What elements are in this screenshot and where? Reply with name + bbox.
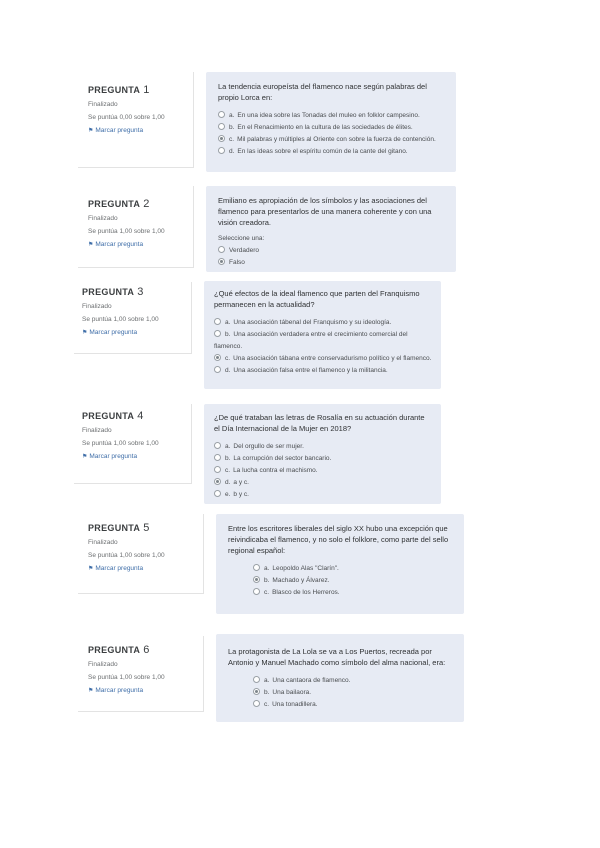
question-state: Finalizado [88,101,118,108]
flag-question-link[interactable]: ⚑ Marcar pregunta [88,241,144,248]
question-text: Emiliano es apropiación de los símbolos y las asociaciones del flamenco para presentarlos de una manera coherente y con una visión creadora. [218,196,432,227]
question-text: ¿Qué efectos de la ideal flamenco que parten del Franquismo permanecen en la actualidad? [214,289,420,309]
question-number: PREGUNTA 5 [88,522,150,534]
question-number: PREGUNTA 1 [88,84,150,96]
answer-option[interactable]: Falso [218,257,444,269]
radio-button[interactable] [253,700,260,707]
radio-button-selected[interactable] [218,135,225,142]
radio-button-selected[interactable] [214,478,221,485]
question-state: Finalizado [88,215,118,222]
question-content [204,404,441,504]
select-label: Seleccione una: [218,235,265,242]
question-grade: Se puntúa 1,00 sobre 1,00 [82,316,159,323]
radio-button[interactable] [214,454,221,461]
question-state: Finalizado [88,539,118,546]
question-number: PREGUNTA 3 [82,286,144,298]
answer-option[interactable]: a. Una asociación tábenal del Franquismo y su ideología. [214,317,431,329]
flag-icon: ⚑ [88,566,94,572]
answer-option[interactable]: a. Una cantaora de flamenco. [228,675,452,687]
radio-button[interactable] [214,366,221,373]
question-content [206,186,456,272]
question-content [216,634,464,722]
flag-icon: ⚑ [82,330,88,336]
question-info [74,282,192,354]
answer-option[interactable]: b. La corrupción del sector bancario. [214,453,431,465]
flag-question-link[interactable]: ⚑ Marcar pregunta [88,565,144,572]
question-info [78,514,204,594]
answer-option[interactable]: c. La lucha contra el machismo. [214,465,431,477]
flag-icon: ⚑ [82,454,88,460]
radio-button[interactable] [218,123,225,130]
question-grade: Se puntúa 1,00 sobre 1,00 [88,674,165,681]
flag-icon: ⚑ [88,128,94,134]
answer-option[interactable]: b. Una asociación verdadera entre el crecimiento comercial del flamenco. [214,331,408,350]
radio-button-selected[interactable] [253,576,260,583]
radio-button[interactable] [253,588,260,595]
radio-button[interactable] [214,318,221,325]
question-content [206,72,456,172]
question-grade: Se puntúa 0,00 sobre 1,00 [88,114,165,121]
question-info [78,186,194,268]
question-grade: Se puntúa 1,00 sobre 1,00 [88,228,165,235]
answer-option[interactable]: c. Blasco de los Herreros. [228,587,452,599]
question-text: La tendencia europeísta del flamenco nace según palabras del propio Lorca en: [218,82,427,102]
question-number: PREGUNTA 2 [88,198,150,210]
flag-question-link[interactable]: ⚑ Marcar pregunta [88,687,144,694]
question-state: Finalizado [82,303,112,310]
answer-option[interactable]: d. Una asociación falsa entre el flamenco y la militancia. [214,365,431,377]
question-content [216,514,464,614]
answer-option[interactable]: c. Mil palabras y múltiples al Oriente con sobre la fuerza de contención. [218,134,444,146]
answer-option[interactable]: b. Una bailaora. [228,687,452,699]
answer-option[interactable]: a. Leopoldo Alas "Clarín". [228,563,452,575]
question-number: PREGUNTA 4 [82,410,144,422]
radio-button[interactable] [253,676,260,683]
radio-button[interactable] [214,466,221,473]
question-grade: Se puntúa 1,00 sobre 1,00 [88,552,165,559]
question-text: ¿De qué trataban las letras de Rosalía en su actuación durante el Día Internacional de la Mujer en 2018? [214,413,425,433]
question-info [78,72,194,168]
answer-option[interactable]: d. a y c. [214,477,431,489]
flag-icon: ⚑ [88,242,94,248]
radio-button[interactable] [218,147,225,154]
answer-option[interactable]: a. En una idea sobre las Tonadas del muleo en folklor campesino. [218,110,444,122]
question-grade: Se puntúa 1,00 sobre 1,00 [82,440,159,447]
flag-question-link[interactable]: ⚑ Marcar pregunta [88,127,144,134]
answer-option[interactable]: c. Una tonadillera. [228,699,452,711]
flag-question-link[interactable]: ⚑ Marcar pregunta [82,453,138,460]
radio-button[interactable] [253,564,260,571]
radio-button-selected[interactable] [214,354,221,361]
radio-button-selected[interactable] [218,258,225,265]
answer-option[interactable]: e. b y c. [214,489,431,501]
answer-option[interactable]: Verdadero [218,245,444,257]
answer-option[interactable]: c. Una asociación tábana entre conservadurismo político y el flamenco. [214,353,431,365]
answer-option[interactable]: d. En las ideas sobre el espíritu común de la cante del gitano. [218,146,444,158]
question-state: Finalizado [82,427,112,434]
question-content [204,281,441,389]
question-info [78,636,204,712]
question-text: La protagonista de La Lola se va a Los Puertos, recreada por Antonio y Manuel Machado como símbolo del alma nacional, era: [228,647,446,667]
question-state: Finalizado [88,661,118,668]
question-number: PREGUNTA 6 [88,644,150,656]
radio-button[interactable] [218,111,225,118]
radio-button-selected[interactable] [253,688,260,695]
question-info [74,404,192,484]
radio-button[interactable] [214,330,221,337]
answer-option[interactable]: a. Del orgullo de ser mujer. [214,441,431,453]
question-text: Entre los escritores liberales del siglo XX hubo una excepción que reivindicaba el flamenco, y no solo el folklore, como parte del sello regional español: [228,524,449,555]
flag-question-link[interactable]: ⚑ Marcar pregunta [82,329,138,336]
answer-option[interactable]: b. Machado y Álvarez. [228,575,452,587]
radio-button[interactable] [214,442,221,449]
radio-button[interactable] [214,490,221,497]
answer-option[interactable]: b. En el Renacimiento en la cultura de las sociedades de élites. [218,122,444,134]
radio-button[interactable] [218,246,225,253]
flag-icon: ⚑ [88,688,94,694]
